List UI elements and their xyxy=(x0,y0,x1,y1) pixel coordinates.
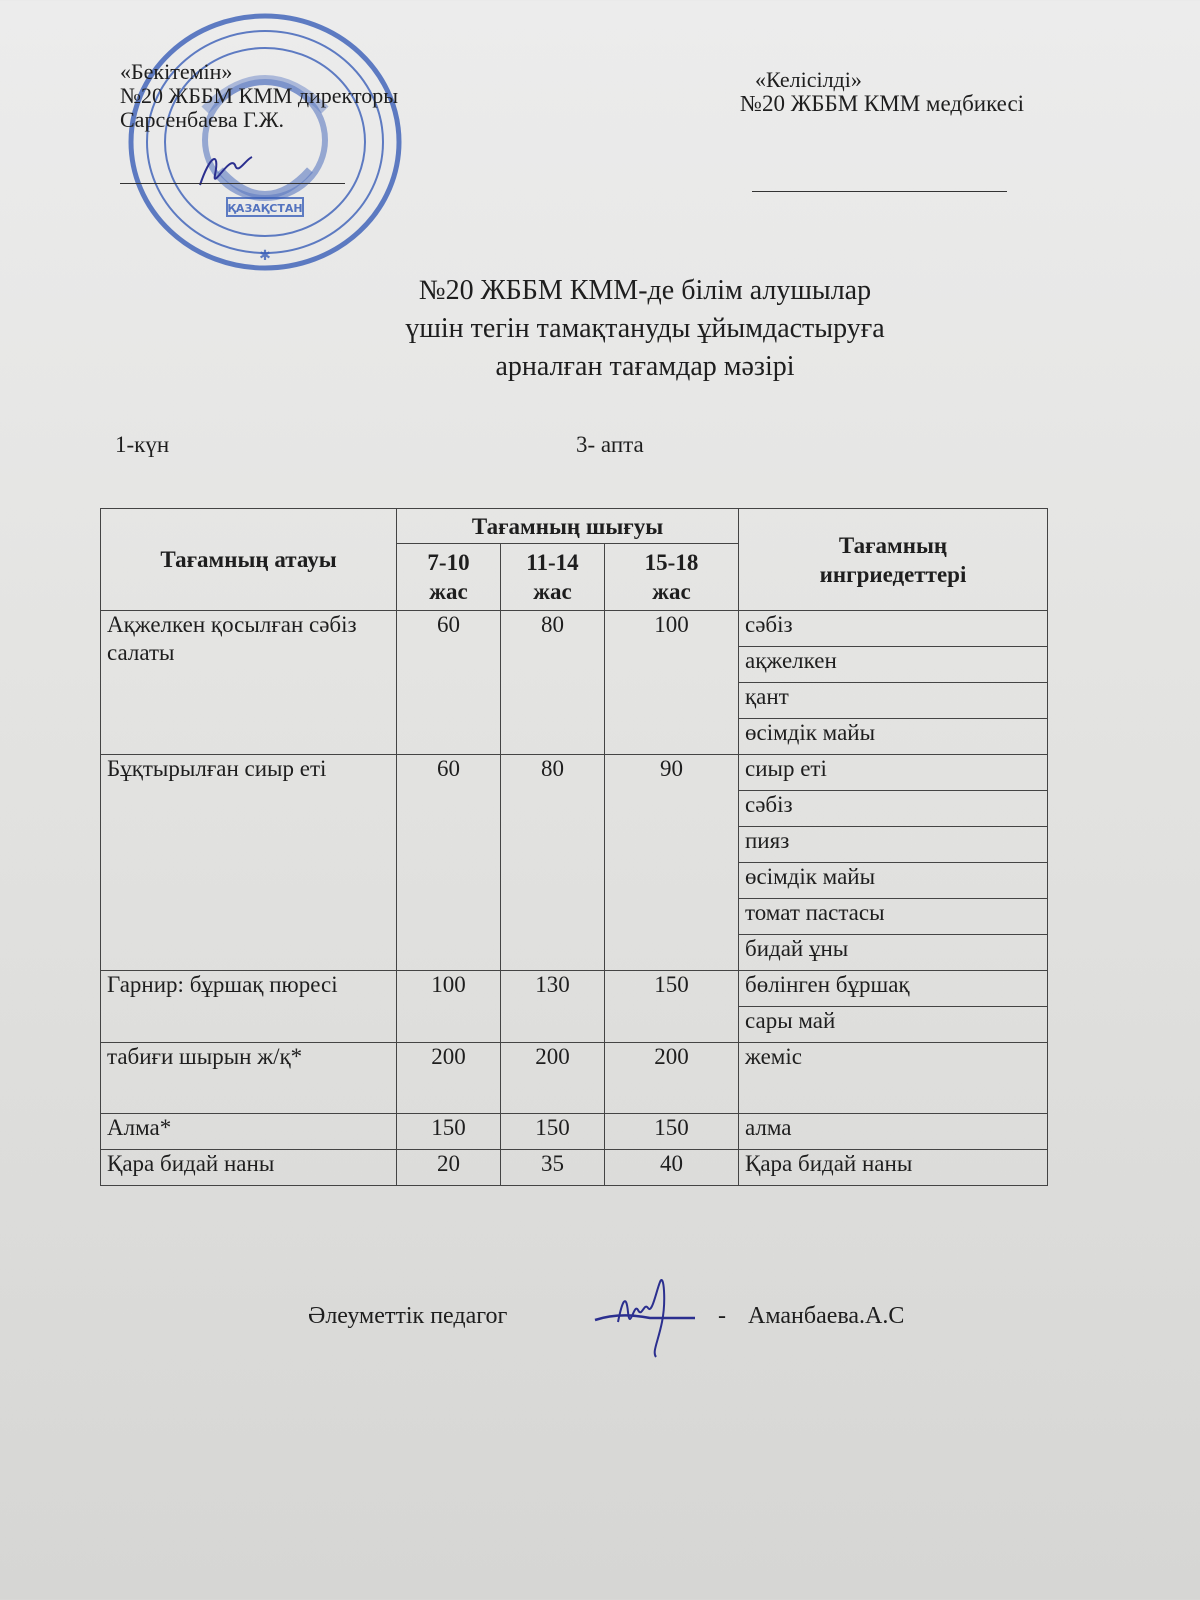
title-line-1: №20 ЖББМ КММ-де білім алушылар xyxy=(418,275,872,306)
portion-15-18: 150 xyxy=(605,971,739,1043)
portion-7-10: 60 xyxy=(397,611,501,755)
portion-7-10: 200 xyxy=(397,1043,501,1114)
portion-15-18: 90 xyxy=(605,755,739,971)
dish-name: Қара бидай наны xyxy=(101,1150,397,1186)
title-line-2: үшін тегін тамақтануды ұйымдастыруға xyxy=(405,313,885,344)
header-age-11-14: 11-14 жас xyxy=(501,544,605,611)
portion-11-14: 130 xyxy=(501,971,605,1043)
approval-left-label: «Бекітемін» xyxy=(120,59,233,84)
ingredient: бөлінген бұршақ xyxy=(739,971,1048,1007)
table-row xyxy=(101,971,1048,1007)
footer-name: Аманбаева.А.С xyxy=(748,1303,905,1329)
director-signature-line xyxy=(120,183,345,184)
ingredient: сиыр еті xyxy=(739,755,1048,791)
ingredient: томат пастасы xyxy=(739,899,1048,935)
portion-7-10: 20 xyxy=(397,1150,501,1186)
header-age-7-10: 7-10 жас xyxy=(397,544,501,611)
portion-11-14: 150 xyxy=(501,1114,605,1150)
footer-role: Әлеуметтік педагог xyxy=(308,1303,508,1329)
table-row xyxy=(101,1150,1048,1186)
portion-7-10: 100 xyxy=(397,971,501,1043)
portion-15-18: 200 xyxy=(605,1043,739,1114)
table-row xyxy=(101,755,1048,791)
ingredient: Қара бидай наны xyxy=(739,1150,1048,1186)
footer-dash: - xyxy=(718,1303,726,1329)
header-age-15-18: 15-18 жас xyxy=(605,544,739,611)
ingredient: алма xyxy=(739,1114,1048,1150)
portion-7-10: 60 xyxy=(397,755,501,971)
portion-11-14: 200 xyxy=(501,1043,605,1114)
dish-name: Алма* xyxy=(101,1114,397,1150)
header-ingredients: Тағамның ингриедеттері xyxy=(739,509,1048,611)
nurse-title: №20 ЖББМ КММ медбикесі xyxy=(740,91,1025,116)
ingredient: өсімдік майы xyxy=(739,719,1048,755)
table-header-row xyxy=(101,509,1048,544)
ingredient: өсімдік майы xyxy=(739,863,1048,899)
approval-left xyxy=(120,60,398,132)
ingredient: ақжелкен xyxy=(739,647,1048,683)
dish-name: Ақжелкен қосылған сәбіз салаты xyxy=(101,611,397,755)
menu-table xyxy=(100,508,1048,1186)
svg-text:✱: ✱ xyxy=(259,249,271,264)
header-output: Тағамның шығуы xyxy=(397,509,739,544)
ingredient: сәбіз xyxy=(739,611,1048,647)
nurse-signature-line xyxy=(752,191,1007,192)
portion-11-14: 35 xyxy=(501,1150,605,1186)
portion-15-18: 40 xyxy=(605,1150,739,1186)
portion-15-18: 150 xyxy=(605,1114,739,1150)
ingredient: бидай ұны xyxy=(739,935,1048,971)
ingredient: сәбіз xyxy=(739,791,1048,827)
table-row xyxy=(101,1114,1048,1150)
portion-11-14: 80 xyxy=(501,755,605,971)
portion-11-14: 80 xyxy=(501,611,605,755)
director-title: №20 ЖББМ КММ директоры xyxy=(120,83,399,108)
table-row xyxy=(101,1043,1048,1114)
official-stamp-icon xyxy=(125,10,405,275)
approval-right-label: «Келісілді» xyxy=(755,67,862,92)
ingredient: қант xyxy=(739,683,1048,719)
dish-name: Гарнир: бұршақ пюресі xyxy=(101,971,397,1043)
title-line-3: арналған тағамдар мәзірі xyxy=(495,351,795,382)
ingredient: сары май xyxy=(739,1007,1048,1043)
dish-name: табиғи шырын ж/қ* xyxy=(101,1043,397,1114)
pedagog-signature-icon xyxy=(590,1272,710,1362)
svg-text:ҚАЗАҚСТАН: ҚАЗАҚСТАН xyxy=(227,202,303,215)
portion-15-18: 100 xyxy=(605,611,739,755)
approval-right xyxy=(740,68,1024,116)
header-dish-name: Тағамның атауы xyxy=(101,509,397,611)
ingredient: пияз xyxy=(739,827,1048,863)
dish-name: Бұқтырылған сиыр еті xyxy=(101,755,397,971)
ingredient: жеміс xyxy=(739,1043,1048,1114)
director-signature-icon xyxy=(190,145,260,195)
page-title xyxy=(0,272,1200,386)
week-label: 3- апта xyxy=(576,432,644,457)
portion-7-10: 150 xyxy=(397,1114,501,1150)
director-name: Сарсенбаева Г.Ж. xyxy=(120,107,285,132)
day-label: 1-күн xyxy=(115,432,170,457)
table-row xyxy=(101,611,1048,647)
